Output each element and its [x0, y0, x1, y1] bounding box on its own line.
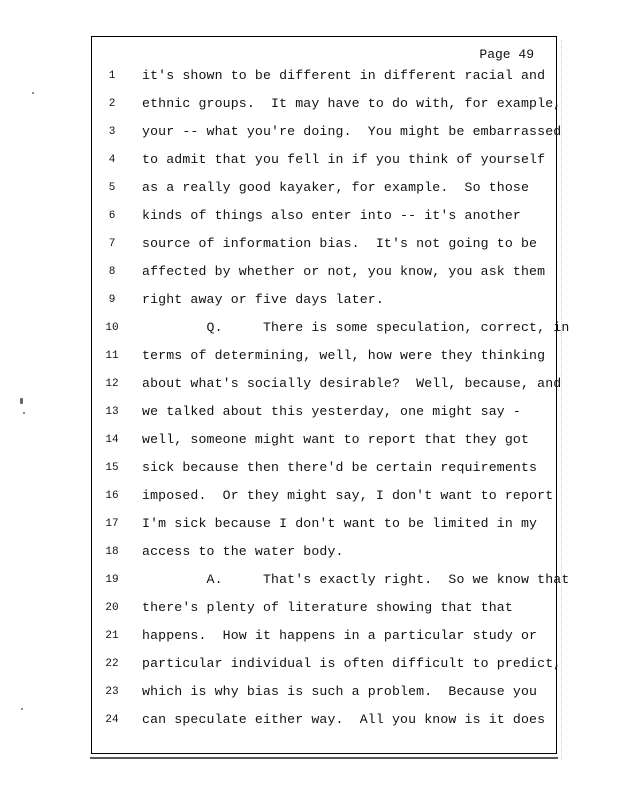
- transcript-line: [92, 685, 556, 713]
- line-text: terms of determining, well, how were they thinking: [142, 348, 546, 363]
- line-number: 11: [105, 350, 119, 362]
- transcript-line: [92, 69, 556, 97]
- transcript-page: [91, 36, 570, 754]
- transcript-line: [92, 96, 562, 125]
- line-number: 12: [105, 378, 119, 390]
- line-text: there's plenty of literature showing that that: [142, 600, 513, 615]
- transcript-line: [92, 517, 556, 545]
- line-text: your -- what you're doing. You might be embarrassed: [142, 124, 562, 139]
- transcript-line: [92, 153, 556, 181]
- line-text: affected by whether or not, you know, you ask them: [142, 264, 546, 279]
- transcript-line: [92, 656, 562, 685]
- line-number: 9: [108, 294, 116, 306]
- line-number: 19: [105, 574, 119, 586]
- line-number: 14: [105, 434, 119, 446]
- line-text: I'm sick because I don't want to be limited in my: [142, 516, 538, 531]
- line-text: as a really good kayaker, for example. So those: [142, 180, 530, 195]
- transcript-line: [92, 265, 556, 293]
- line-text: source of information bias. It's not going to be: [142, 236, 538, 251]
- line-number: 18: [105, 546, 119, 558]
- transcript-line: [92, 405, 556, 433]
- transcript-line: [92, 629, 556, 657]
- transcript-line: [92, 601, 556, 629]
- line-text: sick because then there'd be certain requirements: [142, 460, 538, 475]
- line-number: 17: [105, 518, 119, 530]
- line-text: we talked about this yesterday, one might say -: [142, 404, 521, 419]
- line-text: can speculate either way. All you know is it does: [142, 712, 546, 727]
- line-text: right away or five days later.: [142, 292, 384, 307]
- transcript-line: [92, 181, 556, 209]
- line-number: 8: [108, 266, 116, 278]
- line-text: particular individual is often difficult to predict,: [142, 656, 562, 671]
- line-number: 22: [105, 658, 119, 670]
- scan-speck: [32, 92, 34, 94]
- line-text: about what's socially desirable? Well, because, and: [142, 376, 562, 391]
- line-text: which is why bias is such a problem. Because you: [142, 684, 538, 699]
- scan-speck: [23, 412, 25, 414]
- right-margin-rule: [561, 40, 564, 760]
- transcript-line: [92, 376, 562, 405]
- transcript-lines: [92, 68, 570, 741]
- transcript-line: [92, 320, 570, 349]
- page-number: Page 49: [479, 47, 534, 62]
- transcript-line: [92, 124, 562, 153]
- line-text: ethnic groups. It may have to do with, for example,: [142, 96, 562, 111]
- transcript-line: [92, 489, 556, 517]
- line-number: 15: [105, 462, 119, 474]
- line-text: access to the water body.: [142, 544, 344, 559]
- line-number: 2: [108, 98, 116, 110]
- transcript-line: [92, 545, 556, 573]
- transcript-line: [92, 572, 570, 601]
- line-number: 24: [105, 714, 119, 726]
- line-number: 6: [108, 210, 116, 222]
- line-text: well, someone might want to report that they got: [142, 432, 530, 447]
- transcript-line: [92, 293, 556, 321]
- line-text: to admit that you fell in if you think of yourself: [142, 152, 546, 167]
- line-text: A. That's exactly right. So we know that: [142, 572, 570, 587]
- transcript-line: [92, 713, 556, 741]
- line-text: Q. There is some speculation, correct, in: [142, 320, 570, 335]
- line-number: 13: [105, 406, 119, 418]
- transcript-line: [92, 237, 556, 265]
- transcript-line: [92, 461, 556, 489]
- scan-speck: [21, 708, 23, 710]
- line-number: 5: [108, 182, 116, 194]
- line-text: happens. How it happens in a particular study or: [142, 628, 538, 643]
- line-number: 23: [105, 686, 119, 698]
- line-number: 20: [105, 602, 119, 614]
- line-number: 16: [105, 490, 119, 502]
- line-number: 3: [108, 126, 116, 138]
- transcript-line: [92, 433, 556, 461]
- line-number: 10: [105, 322, 119, 334]
- transcript-line: [92, 349, 556, 377]
- line-number: 4: [108, 154, 116, 166]
- transcript-line: [92, 209, 556, 237]
- line-text: kinds of things also enter into -- it's another: [142, 208, 521, 223]
- line-text: it's shown to be different in different racial and: [142, 68, 546, 83]
- line-number: 1: [108, 70, 116, 82]
- line-number: 7: [108, 238, 116, 250]
- line-text: imposed. Or they might say, I don't want to report: [142, 488, 554, 503]
- line-number: 21: [105, 630, 119, 642]
- scan-speck: [20, 398, 23, 404]
